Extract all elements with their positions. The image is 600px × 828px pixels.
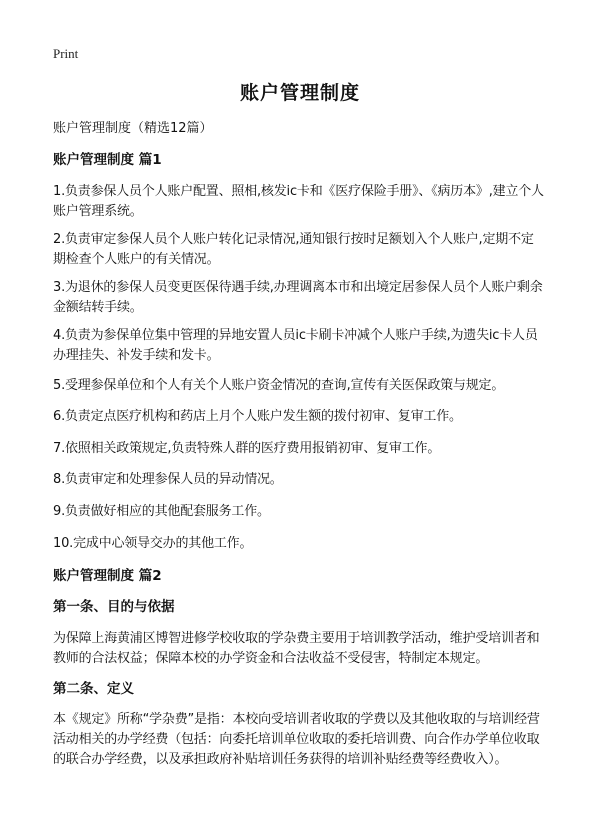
section-title-2: 账户管理制度 篇2 [53,568,162,584]
print-link[interactable]: Print [53,46,79,61]
list-item: 7.依照相关政策规定,负责特殊人群的医疗费用报销初审、复审工作。 [53,441,441,456]
list-item: 5.受理参保单位和个人有关个人账户资金情况的查询,宣传有关医保政策与规定。 [53,378,505,393]
section-title-1: 账户管理制度 篇1 [53,152,162,168]
list-item: 6.负责定点医疗机构和药店上月个人账户发生额的拨付初审、复审工作。 [53,409,462,424]
article-paragraph-1: 为保障上海黄浦区博智进修学校收取的学杂费主要用于培训教学活动，维护受培训者和教师的合法权益；保障本校的办学资金和合法收益不受侵害，特制定本规定。 [53,631,540,666]
document-title: 账户管理制度 [239,82,360,104]
list-item: 2.负责审定参保人员个人账户转化记录情况,通知银行按时足额划入个人账户,定期不定期检查个人账户的有关情况。 [53,232,534,267]
article-paragraph-2: 本《规定》所称“学杂费”是指：本校向受培训者收取的学费以及其他收取的与培训经营活动相关的办学经费（包括：向委托培训单位收取的委托培训费、向合作办学单位收取的联合办学经费，以及承担政府补贴培训任务获得的培训补贴经费等经费收入）。 [53,712,540,767]
list-item: 8.负责审定和处理参保人员的异动情况。 [53,472,283,487]
document-subtitle: 账户管理制度（精选12篇） [53,121,213,136]
list-item: 4.负责为参保单位集中管理的异地安置人员ic卡刷卡冲减个人账户手续,为遗失ic卡人员办理挂失、补发手续和发卡。 [53,328,538,363]
list-item: 9.负责做好相应的其他配套服务工作。 [53,504,270,519]
list-item: 10.完成中心领导交办的其他工作。 [53,536,253,551]
list-item: 3.为退休的参保人员变更医保待遇手续,办理调离本市和出境定居参保人员个人账户剩余金额结转手续。 [53,280,543,315]
article-title-2: 第二条、定义 [53,681,134,697]
article-title-1: 第一条、目的与依据 [53,599,175,615]
list-item: 1.负责参保人员个人账户配置、照相,核发ic卡和《医疗保险手册》、《病历本》,建立个人账户管理系统。 [53,184,544,219]
